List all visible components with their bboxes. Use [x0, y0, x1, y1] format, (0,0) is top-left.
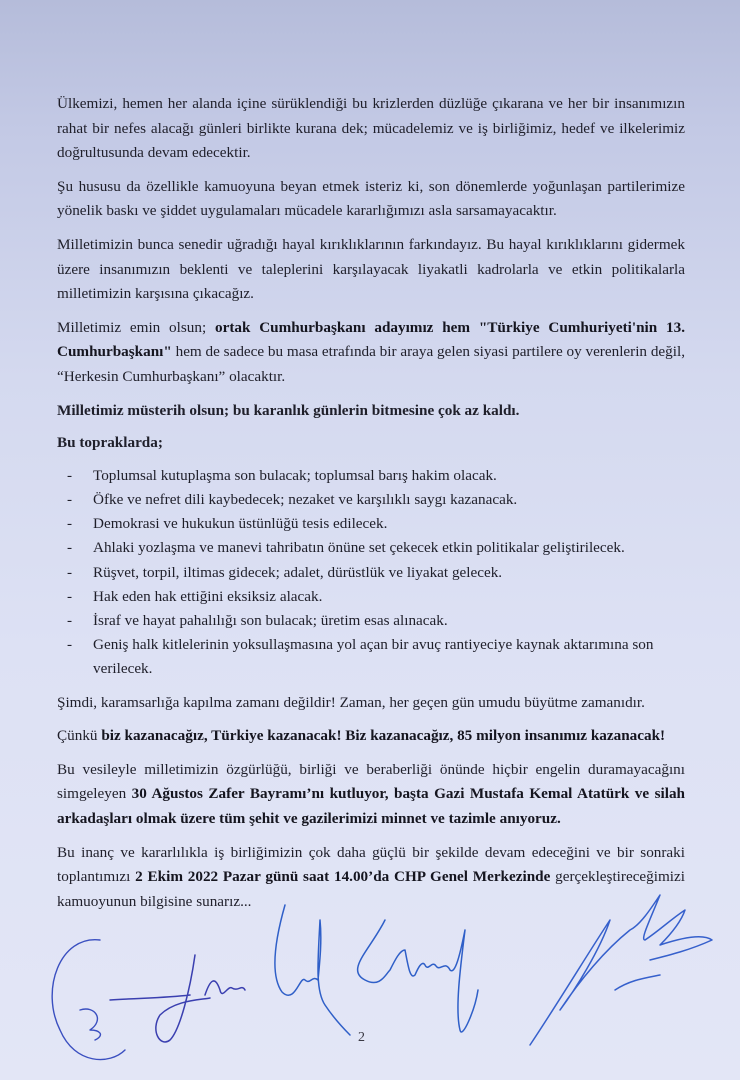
list-item-text: Öfke ve nefret dili kaybedecek; nezaket ve karşılıklı saygı kazanacak. [93, 490, 518, 508]
signature-3 [275, 905, 350, 1035]
list-item-text: Rüşvet, torpil, iltimas gidecek; adalet, dürüstlük ve liyakat gelecek. [93, 563, 503, 581]
paragraph-7-intro: Çünkü [57, 727, 102, 745]
list-item [57, 536, 685, 560]
list-item-text: İsraf ve hayat pahalılığı son bulacak; üretim esas alınacak. [93, 611, 448, 629]
reassurance-statement: Milletimiz müsterih olsun; bu karanlık günlerin bitmesine çok az kaldı. [57, 401, 520, 419]
signature-2 [110, 955, 245, 1042]
paragraph-8-bold: 30 Ağustos Zafer Bayramı’nı kutluyor, başta Gazi Mustafa Kemal Atatürk ve silah arkadaşları olmak üzere tüm şehit ve gazilerimizi minnet ve tazimle anıyoruz. [57, 785, 685, 827]
paragraph-6: Şimdi, karamsarlığa kapılma zamanı değildir! Zaman, her geçen gün umudu büyütme zamanıdır. [57, 693, 645, 711]
list-item [57, 633, 685, 681]
paragraph-4-bold: ortak Cumhurbaşkanı adayımız hem "Türkiye Cumhuriyeti'nin 13. Cumhurbaşkanı" [57, 318, 685, 361]
signatures-area [0, 880, 740, 1080]
paragraph-3: Milletimizin bunca senedir uğradığı hayal kırıklıklarının farkındayız. Bu hayal kırıklıklarını gidermek üzere insanımızın beklenti ve taleplerini karşılayacak liyakatli kadrolarla ve etkin politikalarla milletimizin karşısına çıkacağız. [57, 235, 685, 303]
list-item-text: Ahlaki yozlaşma ve manevi tahribatın önüne set çekecek etkin politikalar geliştirilecek. [93, 539, 625, 557]
dash-bullet-icon: - [67, 515, 73, 533]
dash-bullet-icon: - [67, 563, 73, 581]
paragraph-4-rest: hem de sadece bu masa etrafında bir araya gelen siyasi partilere oy verenlerin değil, “Herkesin Cumhurbaşkanı” olacaktır. [57, 343, 685, 385]
paragraph-9-rest: gerçekleştireceğimizi kamuoyunun bilgisine sunarız... [57, 868, 685, 910]
list-heading: Bu topraklarda; [57, 434, 163, 452]
paragraph-8-intro: Bu vesileyle milletimizin özgürlüğü, birliği ve beraberliği önünde hiçbir engelin duramayacağını simgeleyen [57, 760, 685, 803]
paragraph-9-bold: 2 Ekim 2022 Pazar günü saat 14.00’da CHP Genel Merkezinde [135, 868, 551, 886]
list-item [57, 609, 685, 633]
paragraph-2: Şu hususu da özellikle kamuoyuna beyan etmek isteriz ki, son dönemlerde yoğunlaşan partilerimize yönelik baskı ve şiddet uygulamaları mücadele kararlığımızı asla sarsamayacaktır. [57, 177, 685, 220]
paragraph-7 [57, 724, 685, 749]
paragraph-7-bold: biz kazanacağız, Türkiye kazanacak! Biz kazanacağız, 85 milyon insanımız kazanacak! [101, 727, 666, 745]
dash-bullet-icon: - [67, 636, 73, 654]
dash-bullet-icon: - [67, 611, 73, 629]
dash-bullet-icon: - [67, 490, 73, 508]
list-item-text: Geniş halk kitlelerinin yoksullaşmasına yol açan bir avuç rantiyeciye kaynak aktarımına son verilecek. [93, 636, 654, 678]
paragraph-1: Ülkemizi, hemen her alanda içine sürüklendiği bu krizlerden düzlüğe çıkarana ve her bir insanımızın rahat bir nefes alacağı günleri birlikte kurana dek; mücadelemiz ve iş birliğimiz, hedef ve ilkelerimiz doğrultusunda devam edecektir. [57, 95, 685, 162]
list-item-text: Hak eden hak ettiğini eksiksiz alacak. [93, 587, 323, 605]
list-item [57, 585, 685, 609]
list-item [57, 561, 685, 585]
dash-bullet-icon: - [67, 539, 73, 557]
paragraph-4 [57, 316, 685, 390]
dash-bullet-icon: - [67, 587, 73, 605]
pledge-list [57, 464, 685, 682]
list-item-text: Toplumsal kutuplaşma son bulacak; toplumsal barış hakim olacak. [93, 466, 497, 484]
list-item [57, 512, 685, 536]
paragraph-9-intro: Bu inanç ve kararlılıkla iş birliğimizin çok daha güçlü bir şekilde devam edeceğini ve bir sonraki toplantımızı [57, 843, 685, 886]
signature-4 [358, 920, 478, 1032]
list-item [57, 464, 685, 488]
page-number: 2 [358, 1030, 365, 1045]
signature-5 [530, 895, 712, 1045]
document-body [57, 92, 685, 923]
list-item-text: Demokrasi ve hukukun üstünlüğü tesis edilecek. [93, 515, 388, 533]
list-item [57, 488, 685, 512]
paragraph-4-intro: Milletimiz emin olsun; [57, 318, 215, 336]
dash-bullet-icon: - [67, 466, 73, 484]
paragraph-8 [57, 758, 685, 832]
